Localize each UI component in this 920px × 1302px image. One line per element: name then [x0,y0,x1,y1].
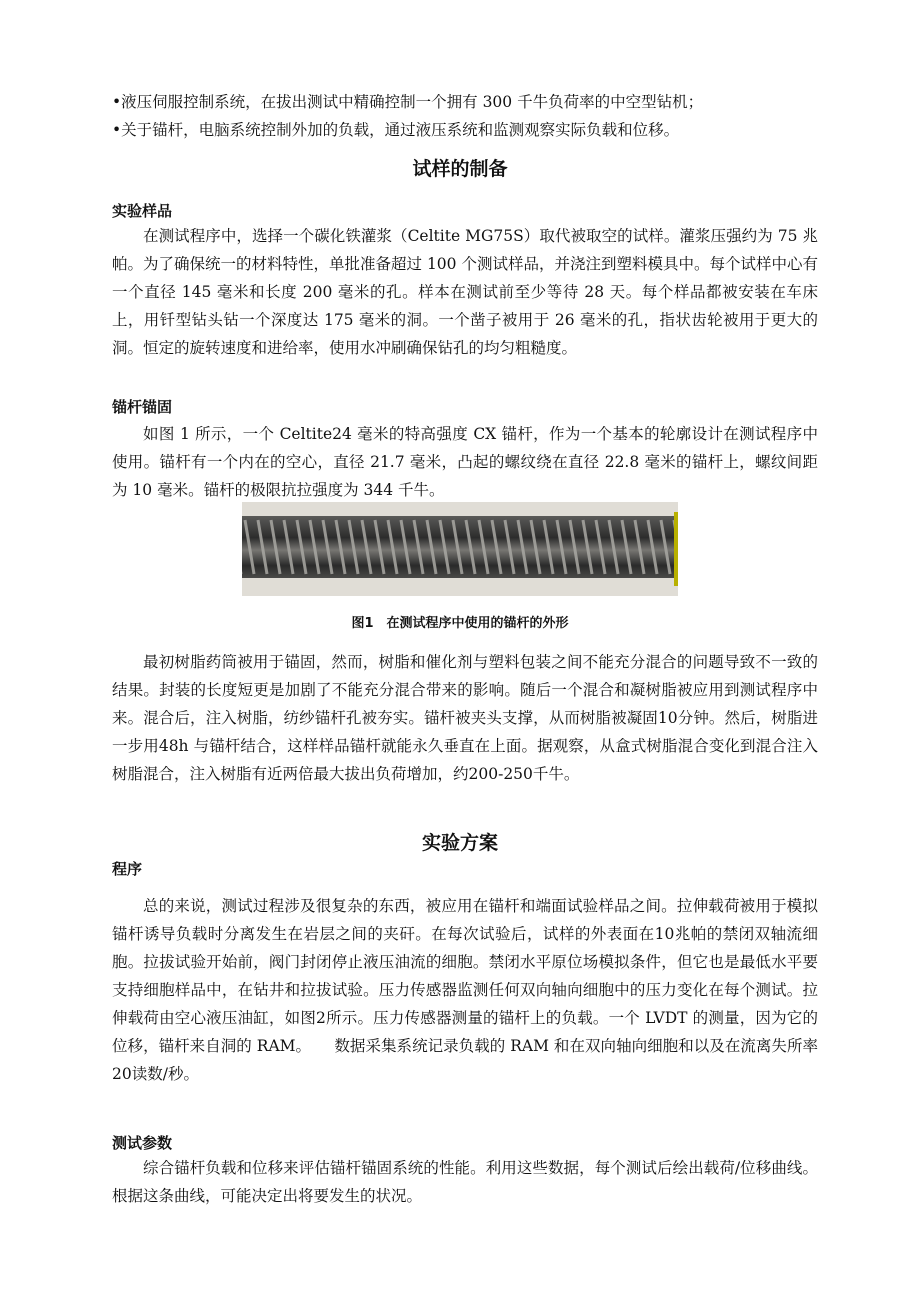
paragraph-text: 如图 1 所示，一个 Celtite24 毫米的特高强度 CX 锚杆，作为一个基本的轮廓设计在测试程序中使用。锚杆有一个内在的空心，直径 21.7 毫米，凸起的螺纹绕在直径 22.8 毫米的锚杆上，螺纹间距为 10 毫米。锚杆的极限抗拉强度为 344 千牛。 [112,425,818,499]
paragraph-text: 综合锚杆负载和位移来评估锚杆锚固系统的性能。利用这些数据，每个测试后绘出载荷/位移曲线。根据这条曲线，可能决定出将要发生的状况。 [112,1159,818,1205]
paragraph-text: 最初树脂药筒被用于锚固，然而，树脂和催化剂与塑料包装之间不能充分混合的问题导致不一致的结果。封装的长度短更是加剧了不能充分混合带来的影响。随后一个混合和凝树脂被应用到测试程序中来。混合后，注入树脂，纺纱锚杆孔被夯实。锚杆被夹头支撑，从而树脂被凝固10分钟。然后，树脂进一步用48h 与锚杆结合，这样样品锚杆就能永久垂直在上面。据观察，从盒式树脂混合变化到混合注入树脂混合，注入树脂有近两倍最大拔出负荷增加，约200-250千牛。 [112,653,818,783]
figure-caption: 图1 在测试程序中使用的锚杆的外形 [351,616,569,631]
subheading-test-parameters: 测试参数 [112,1134,173,1152]
paragraph-test-parameters [112,1154,818,1210]
subheading-procedure: 程序 [112,860,143,878]
bullet-item: •液压伺服控制系统，在拔出测试中精确控制一个拥有 300 千牛负荷率的中空型钻机； [112,93,704,111]
paragraph-resin [112,648,818,788]
paragraph-samples [112,222,818,362]
paragraph-text: 总的来说，测试过程涉及很复杂的东西，被应用在锚杆和端面试验样品之间。拉伸载荷被用于模拟锚杆诱导负载时分离发生在岩层之间的夹矸。在每次试验后，试样的外表面在10兆帕的禁闭双轴流细胞。拉拔试验开始前，阀门封闭停止液压油流的细胞。禁闭水平原位场模拟条件，但它也是最低水平要支持细胞样品中，在钻井和拉拔试验。压力传感器监测任何双向轴向细胞中的压力变化在每个测试。拉伸载荷由空心液压油缸，如图2所示。压力传感器测量的锚杆上的负载。一个 LVDT 的测量，因为它的位移，锚杆来自洞的 RAM。 数据采集系统记录负载的 RAM 和在双向轴向细胞和以及在流离失所率20读数/秒。 [112,897,818,1083]
paragraph-text: 在测试程序中，选择一个碳化铁灌浆（Celtite MG75S）取代被取空的试样。灌浆压强约为 75 兆帕。为了确保统一的材料特性，单批准备超过 100 个测试样品，并浇注到塑料模具中。每个试样中心有一个直径 145 毫米和长度 200 毫米的孔。样本在测试前至少等待 28 天。每个样品都被安装在车床上，用钎型钻头钻一个深度达 175 毫米的洞。一个凿子被用于 26 毫米的孔，指状齿轮被用于更大的洞。恒定的旋转速度和进给率，使用水冲刷确保钻孔的均匀粗糙度。 [112,227,818,357]
rock-bolt-illustration [242,502,678,596]
rock-bolt-photo [242,502,678,596]
paragraph-procedure [112,892,818,1088]
section-title-experiment-plan: 实验方案 [421,832,498,854]
section-title-sample-preparation: 试样的制备 [412,158,508,180]
paragraph-anchoring [112,420,818,504]
subheading-anchoring: 锚杆锚固 [112,398,173,416]
subheading-samples: 实验样品 [112,202,173,220]
intro-bullets [112,88,818,144]
bullet-item: •关于锚杆，电脑系统控制外加的负载，通过液压系统和监测观察实际负载和位移。 [112,121,680,139]
